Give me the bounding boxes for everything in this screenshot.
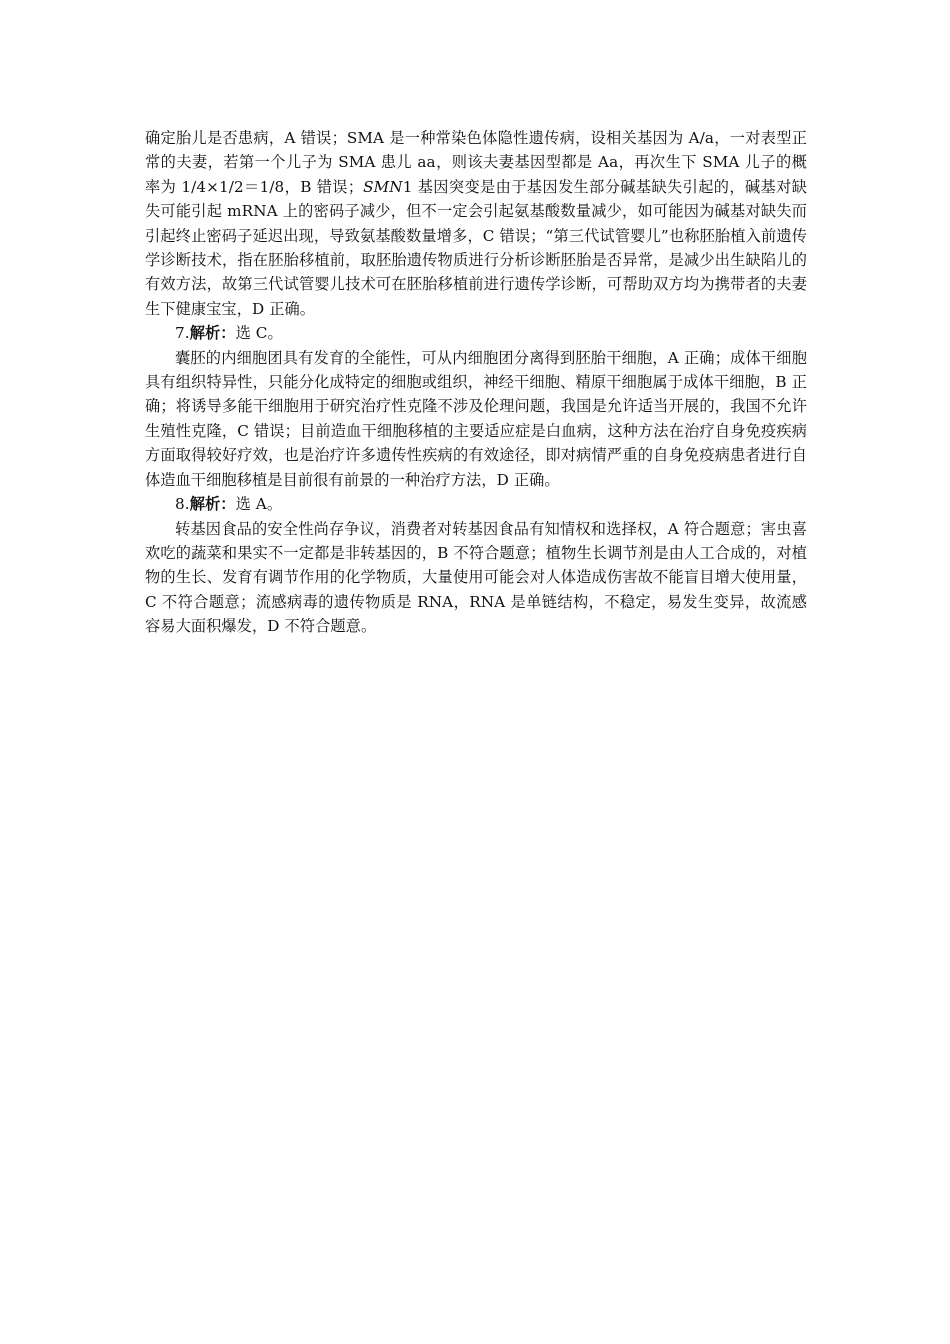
q8-label: 解析：: [189, 495, 236, 514]
continuation-paragraph: [145, 126, 807, 321]
q7-number: 7.: [175, 324, 190, 343]
q8-heading: [145, 492, 807, 516]
q8-body: 转基因食品的安全性尚存争议，消费者对转基因食品有知情权和选择权，A 符合题意；害虫喜欢吃的蔬菜和果实不一定都是非转基因的，B 不符合题意；植物生长调节剂是由人工合成的，对植物的生长、发育有调节作用的化学物质，大量使用可能会对人体造成伤害故不能盲目增大使用量，C 不符合题意；流感病毒的遗传物质是 RNA，RNA 是单链结构，不稳定，易发生变异，故流感容易大面积爆发，D 不符合题意。: [145, 519, 807, 636]
q7-body: 囊胚的内细胞团具有发育的全能性，可从内细胞团分离得到胚胎干细胞，A 正确；成体干细胞具有组织特异性，只能分化成特定的细胞或组织，神经干细胞、精原干细胞属于成体干细胞，B 正确；将诱导多能干细胞用于研究治疗性克隆不涉及伦理问题，我国是允许适当开展的，我国不允许生殖性克隆，C 错误；目前造血干细胞移植的主要适应症是白血病，这种方法在治疗自身免疫疾病方面取得较好疗效，也是治疗许多遗传性疾病的有效途径，即对病情严重的自身免疫病患者进行自体造血干细胞移植是目前很有前景的一种治疗方法，D 正确。: [145, 348, 807, 489]
q8-number: 8.: [175, 495, 190, 514]
q7-answer: 选 C。: [235, 324, 283, 343]
q7-label: 解析：: [189, 324, 236, 343]
continuation-text-part2: 1 基因突变是由于基因发生部分碱基缺失引起的，碱基对缺失可能引起 mRNA 上的密码子减少，但不一定会引起氨基酸数量减少，如可能因为碱基对缺失而引起终止密码子延迟出现，导致氨基酸数量增多，C 错误；“第三代试管婴儿”也称胚胎植入前遗传学诊断技术，指在胚胎移植前，取胚胎遗传物质进行分析诊断胚胎是否异常，是减少出生缺陷儿的有效方法，故第三代试管婴儿技术可在胚胎移植前进行遗传学诊断，可帮助双方均为携带者的夫妻生下健康宝宝，D 正确。: [145, 177, 807, 318]
q8-answer: 选 A。: [235, 495, 283, 514]
continuation-text-part1: 确定胎儿是否患病，A 错误；SMA 是一种常染色体隐性遗传病，设相关基因为 A/a，一对表型正常的夫妻，若第一个儿子为 SMA 患儿 aa，则该夫妻基因型都是 Aa，再次生下 SMA 儿子的概率为 1/4×1/2＝1/8，B 错误；: [145, 129, 807, 196]
document-page: [145, 126, 807, 639]
gene-name: SMN: [363, 177, 403, 196]
q7-heading: [145, 321, 807, 345]
